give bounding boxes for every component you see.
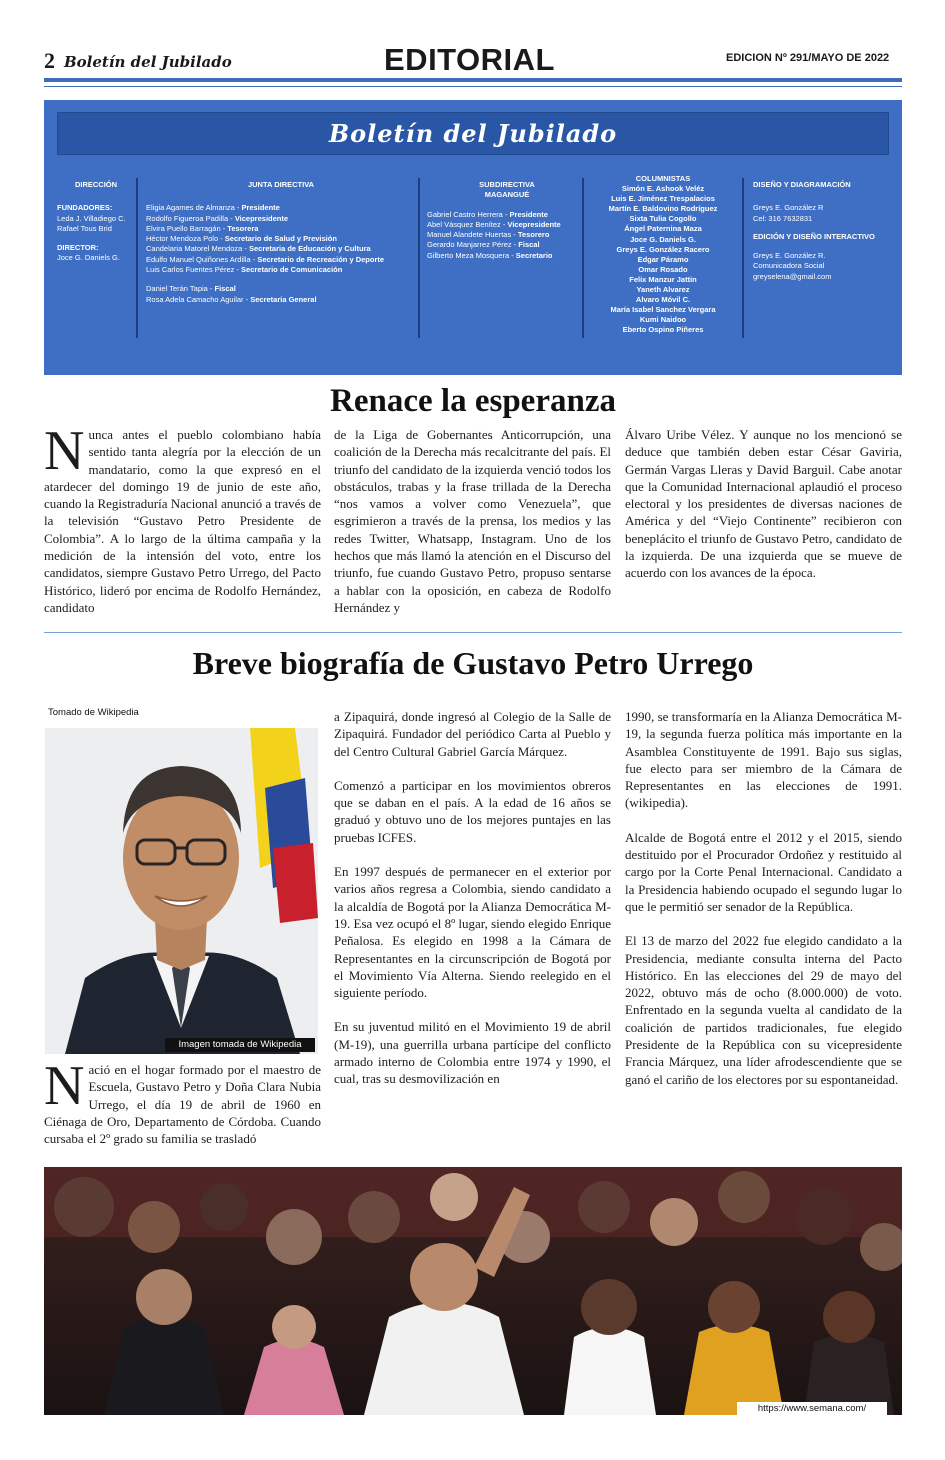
crowd-photo [44, 1167, 902, 1415]
masthead-divider [418, 178, 420, 338]
dropcap: N [44, 1055, 85, 1117]
article1-col1: Nunca antes el pueblo colombiano había sentido tanta alegría por la elección de un mandatario, como la que expresó en el atardecer del domingo 19 de junio de este año, cuando la Registraduría Nacional anunció a través de la televisión “Gustavo Petro Presidente de Colombia”. A lo largo de la última campaña y la medición de la intensión del voto, entre los candidatos, siempre Gustavo Petro Urrego, del Pacto Histórico, lideró por encima de Rodolfo Hernández, candidato [44, 420, 321, 615]
columnista-name: Alvaro Móvil C. [635, 295, 691, 305]
portrait-photo [45, 728, 318, 1054]
junta-member: Elvira Puello Barragán - Tesorera [146, 223, 259, 233]
masthead-divider [742, 178, 744, 338]
junta-member: Daniel Terán Tapia - Fiscal [146, 284, 236, 294]
masthead-box [44, 100, 902, 375]
diseno-heading: DISEÑO Y DIAGRAMACIÓN [753, 180, 851, 189]
columnista-name: María Isabel Sanchez Vergara [610, 305, 716, 315]
paragraph: En 1997 después de permanecer en el exterior por varios años regresa a Colombia, siendo candidato a la alcaldía de Bogotá por la Alianza Democrática M-19. Esa vez ocupó el 8º lugar, siendo elegido Enrique Peñalosa. Es elegido en 1998 a la Cámara de Representantes en la circunscripción de Bogotá por el Movimiento Vía Alterna. Siendo reelegido en el siguiente período. [334, 864, 611, 1001]
section-title: EDITORIAL [384, 42, 555, 77]
diseno-line: Greys E. González R. [753, 251, 826, 261]
source-label: Tomado de Wikipedia [48, 707, 139, 718]
article2-col2 [334, 708, 611, 1088]
article2-title: Breve biografía de Gustavo Petro Urrego [192, 645, 754, 681]
columnista-name: Edgar Páramo [637, 254, 689, 264]
paragraph: Alcalde de Bogotá entre el 2012 y el 2015, siendo destituido por el Procurador Ordoñez y restituido al cargo por la Corte Penal Internacional. Candidato a la Presidencia habiendo ocupado el segundo lugar lo que le permitió ser senador de la República. [625, 829, 902, 914]
subdirectiva-column [427, 180, 587, 261]
subdirectiva-member: Abel Vásquez Benítez - Vicepresidente [427, 219, 561, 229]
portrait-illustration [45, 728, 318, 1054]
junta-member: Edulfo Manuel Quiñones Ardilla - Secretario de Recreación y Deporte [146, 254, 385, 264]
columnistas-heading: COLUMNISTAS [635, 174, 691, 183]
columnista-name: Luis E. Jiménez Trespalacios [611, 194, 715, 204]
junta-heading: JUNTA DIRECTIVA [247, 180, 315, 189]
header-rule-thin [44, 86, 902, 87]
masthead-divider [582, 178, 584, 338]
direccion-column [57, 180, 135, 264]
columnista-name: Kumi Naidoo [639, 315, 687, 325]
director-name: Joce G. Daniels G. [57, 253, 120, 263]
section-separator [44, 632, 902, 633]
junta-member: Rosa Adela Camacho Aguilar - Secretaria General [146, 294, 317, 304]
article1-col2: de la Liga de Gobernantes Anticorrupción, una coalición de la Derecha más recalcitrante del país. El triunfo del candidato de la izquierda venció todos los obstáculos, trabas y la frase trillada de la Derecha “nos vamos a volver como Venezuela”, que esgrimieron a través de la prensa, los medios y las redes Twitter, Whatsapp, Instagram. Uno de los hechos que más llamó la atención en el Discurso del triunfo, fue cuando Gustavo Petro, propuso sentarse a hablar con la oposición, en cabeza de Rodolfo Hernández y [334, 427, 611, 615]
subdirectiva-member: Gabriel Castro Herrera - Presidente [427, 209, 548, 219]
paragraph: Comenzó a participar en los movimientos obreros que se daban en el país. A la edad de 16 años se graduó y obtuvo uno de los mejores puntajes en las pruebas ICFES. [334, 777, 611, 845]
columnista-name: Omar Rosado [638, 264, 688, 274]
fundador-name: Leda J. Villadiego C. [57, 213, 126, 223]
junta-member: Rodolfo Figueroa Padilla - Vicepresidente [146, 213, 289, 223]
columnista-name: Felix Manzur Jattin [629, 274, 697, 284]
subdirectiva-heading-2: MAGANGUÉ [484, 190, 530, 200]
paragraph: El 13 de marzo del 2022 fue elegido candidato a la Presidencia, mediante consulta interna del Pacto Histórico. En las elecciones del 29 de mayo del 2022, obtuvo más de ocho (8.000.000) de voto. Enfrentado en la segunda vuelta al candidato de la coalición de partidos tradicionales, fue elegido Presidente de la República con su vicepresidente Francia Márquez, una líder afrodescendiente que se ganó el cariño de los electores por su espontaneidad. [625, 933, 902, 1087]
article2-col3 [625, 708, 902, 1088]
diseno-line: Greys E. González R [753, 203, 824, 213]
columnista-name: Joce G. Daniels G. [630, 234, 696, 244]
article1-title: Renace la esperanza [330, 383, 616, 419]
columnista-name: Greys E. González Racero [616, 244, 710, 254]
portrait-caption: Imagen tomada de Wikipedia [165, 1038, 315, 1052]
dropcap: N [44, 420, 85, 482]
page-number: 2 [44, 48, 55, 73]
columnistas-column [592, 174, 734, 336]
paragraph: a Zipaquirá, donde ingresó al Colegio de la Salle de Zipaquirá. Fundador del periódico Carta al Pueblo y del Centro Cultural Gabriel García Márquez. [334, 709, 611, 759]
article2-col1: Nació en el hogar formado por el maestro de Escuela, Gustavo Petro y Doña Clara Nubia Urrego, el día 19 de abril de 1960 en Ciénaga de Oro, Departamento de Córdoba. Cuando cursaba el 2º grado su familia se trasladó [44, 1055, 321, 1147]
junta-column [146, 180, 416, 305]
header-logo: Boletín del Jubilado [64, 53, 232, 71]
columnista-name: Martín E. Baldovino Rodríguez [608, 204, 718, 214]
masthead-divider [136, 178, 138, 338]
columnista-name: Simón E. Ashook Veléz [621, 184, 705, 194]
paragraph: En su juventud militó en el Movimiento 19 de abril (M-19), una guerrilla urbana partícipe del conflicto armado interno de Colombia entre 1974 y 1990, el cual, tras su desmovilización en [334, 1019, 611, 1087]
columnista-name: Ángel Paternina Maza [624, 224, 702, 234]
subdirectiva-member: Manuel Alandete Huertas - Tesorero [427, 230, 550, 240]
junta-member: Héctor Mendoza Polo - Secretario de Salud y Previsión [146, 234, 337, 244]
crowd-illustration [44, 1167, 902, 1415]
fundador-name: Rafael Tous Brid [57, 223, 112, 233]
diseno-email: greyselena@gmail.com [753, 271, 832, 281]
paragraph: 1990, se transformaría en la Alianza Democrática M-19, la segunda fuerza política más importante en la Asamblea Constituyente de 1991. Bajo sus siglas, fue electo para ser miembro de la Cámara de Representantes en las elecciones de 1991. (wikipedia). [625, 709, 902, 811]
masthead-title-bar [57, 112, 889, 155]
columnista-name: Yaneth Alvarez [636, 285, 690, 295]
junta-member: Eligia Agames de Almanza - Presidente [146, 203, 280, 213]
fundadores-label: FUNDADORES: [57, 203, 113, 213]
columnista-name: Sixta Tulia Cogollo [629, 214, 697, 224]
diseno-column [753, 180, 893, 282]
junta-member: Candelaria Matorel Mendoza - Secretaria de Educación y Cultura [146, 244, 371, 254]
columnista-name: Eberto Ospino Piñeres [622, 325, 704, 335]
subdirectiva-member: Gilberto Meza Mosquera - Secretario [427, 250, 553, 260]
subdirectiva-member: Gerardo Manjarrez Pérez - Fiscal [427, 240, 540, 250]
diseno-line: Cel: 316 7632831 [753, 213, 813, 223]
direccion-heading: DIRECCIÓN [74, 180, 118, 189]
subdirectiva-heading: SUBDIRECTIVA [479, 180, 535, 189]
crowd-caption: https://www.semana.com/ [737, 1402, 887, 1415]
masthead-title: Boletín del Jubilado [328, 119, 618, 148]
edition-label: EDICION Nº 291/MAYO DE 2022 [726, 52, 890, 64]
diseno-line: Comunicadora Social [753, 261, 825, 271]
edicion-heading: EDICIÓN Y DISEÑO INTERACTIVO [753, 231, 875, 241]
header-rule-thick [44, 78, 902, 82]
junta-member: Luis Carlos Fuentes Pérez - Secretario de Comunicación [146, 265, 343, 275]
director-label: DIRECTOR: [57, 243, 99, 253]
article1-col3: Álvaro Uribe Vélez. Y aunque no los mencionó se deduce que también deben estar César Gaviria, Germán Vargas Lleras y David Barguil. Cabe anotar que la Comunidad Internacional aplaudió el proceso electoral y los presidentes de diversas naciones de América y del “Viejo Continente” recibieron con beneplácito el triunfo de Gustavo Petro, candidato de la izquierda. De una izquierda que se mueve de acuerdo con los avances de la época. [625, 427, 902, 581]
